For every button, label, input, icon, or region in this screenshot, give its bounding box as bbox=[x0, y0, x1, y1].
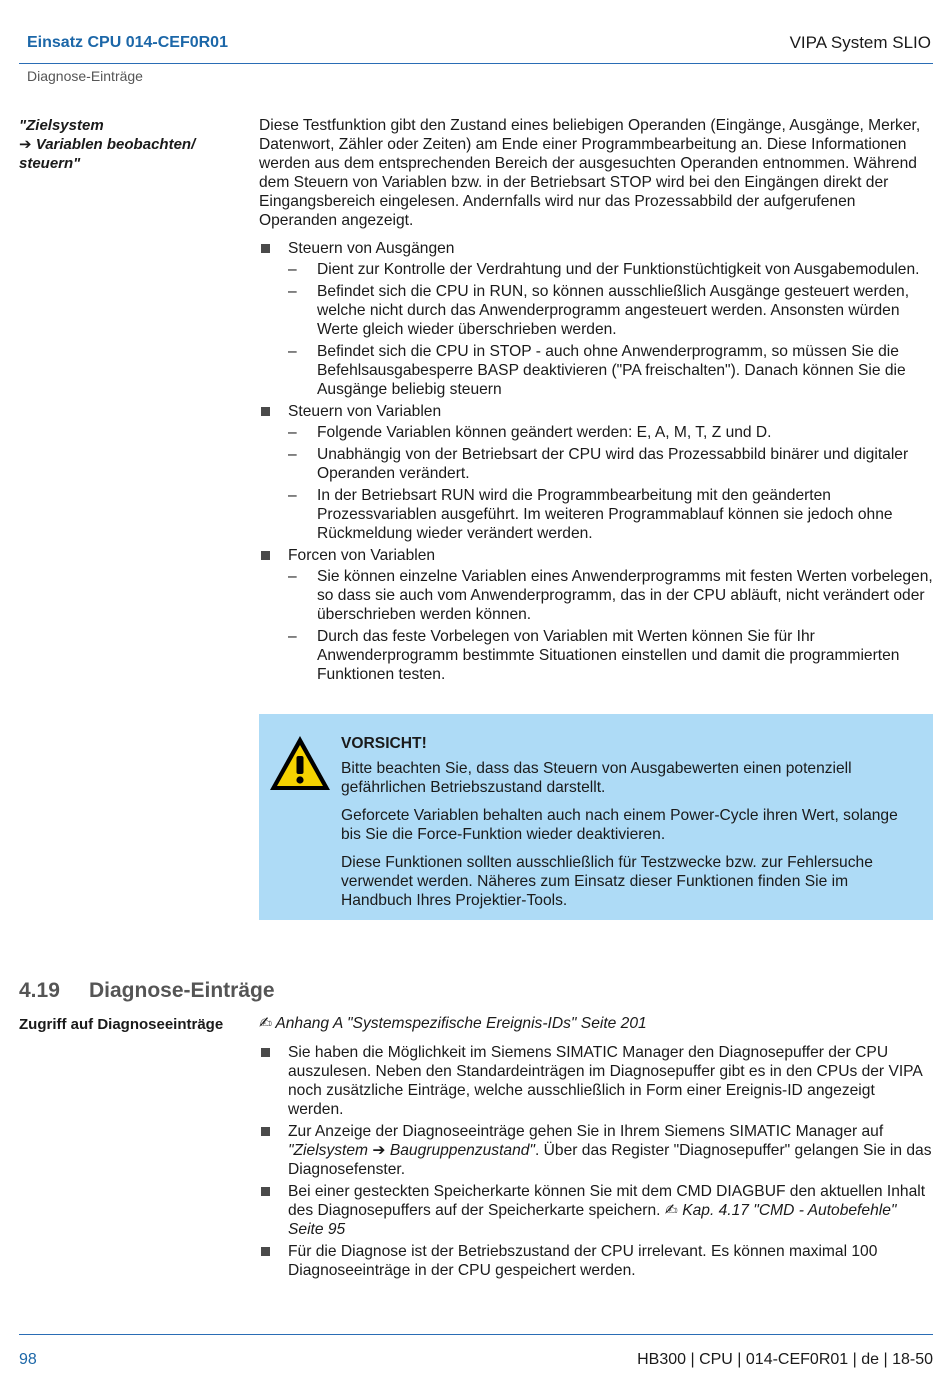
caution-paragraph: Diese Funktionen sollten ausschließlich für Testzwecke bzw. zur Fehlersuche verwendet werden. Näheres zum Einsatz dieser Funktionen finden Sie im Handbuch Ihres Projektier-Tools. bbox=[341, 854, 873, 909]
list-item-label: Forcen von Variablen bbox=[288, 547, 436, 564]
reference-line bbox=[259, 1014, 933, 1033]
section-heading bbox=[19, 979, 275, 1003]
sub-list-item bbox=[288, 260, 933, 279]
menu-path-text: "Zielsystem bbox=[288, 1142, 369, 1159]
sub-list-text: Folgende Variablen können geändert werden: E, A, M, T, Z und D. bbox=[317, 424, 772, 441]
square-bullet-icon bbox=[261, 551, 270, 560]
list-item bbox=[259, 1242, 933, 1280]
list-item bbox=[259, 1122, 933, 1179]
dash-bullet-icon: – bbox=[288, 628, 297, 645]
list-item-text: Sie haben die Möglichkeit im Siemens SIMATIC Manager den Diagnosepuffer der CPU auszulesen. Neben den Standardeinträgen im Diagnosepuffer gibt es in den CPUs der VIPA noch zusätzliche Einträge, welche ausschließlich in Form einer Ereignis-ID angezeigt werden. bbox=[288, 1044, 922, 1118]
dash-bullet-icon: – bbox=[288, 568, 297, 585]
sub-list-text: Durch das feste Vorbelegen von Variablen mit Werten können Sie für Ihr Anwenderprogramm bestimmte Situationen einstellen und damit die programmierten Funktionen testen. bbox=[317, 628, 900, 683]
list-item-label: Steuern von Ausgängen bbox=[288, 240, 455, 257]
sub-list bbox=[288, 423, 933, 543]
list-item bbox=[259, 1182, 933, 1239]
dash-bullet-icon: – bbox=[288, 487, 297, 504]
diagnose-content bbox=[259, 1014, 933, 1283]
list-item-text: Bei einer gesteckten Speicherkarte können Sie mit dem CMD DIAGBUF den aktuellen Inhalt des Diagnosepuffers auf der Speicherkarte speichern. bbox=[288, 1183, 926, 1219]
header-product-name: VIPA System SLIO bbox=[789, 33, 931, 52]
bullet-list bbox=[259, 1043, 933, 1280]
sub-list-text: Dient zur Kontrolle der Verdrahtung und der Funktionstüchtigkeit von Ausgabemodulen. bbox=[317, 261, 920, 278]
sub-list bbox=[288, 260, 933, 399]
square-bullet-icon bbox=[261, 1048, 270, 1057]
sub-list-item bbox=[288, 445, 933, 483]
list-item bbox=[259, 239, 933, 399]
footer-divider bbox=[19, 1334, 933, 1335]
sub-list-text: Sie können einzelne Variablen eines Anwenderprogramms mit festen Werten vorbelegen, so dass sie auch vom Anwenderprogramm, das in der CPU abläuft, nicht verändert oder überschrieben werden können. bbox=[317, 568, 933, 623]
warning-triangle-icon bbox=[268, 734, 332, 792]
menu-path-text: Baugruppenzustand" bbox=[389, 1142, 535, 1159]
side-heading-line: Variablen beobachten/ bbox=[35, 136, 196, 153]
list-item-text: Für die Diagnose ist der Betriebszustand der CPU irrelevant. Es können maximal 100 Diagnoseeinträge in der CPU gespeichert werden. bbox=[288, 1243, 878, 1279]
header-divider bbox=[19, 63, 933, 64]
sub-list-item bbox=[288, 423, 933, 442]
sub-list bbox=[288, 567, 933, 684]
dash-bullet-icon: – bbox=[288, 261, 297, 278]
sub-list-item bbox=[288, 627, 933, 684]
sub-list-text: Unabhängig von der Betriebsart der CPU wird das Prozessabbild binärer und digitaler Operanden verändert. bbox=[317, 446, 909, 482]
caution-paragraph: Bitte beachten Sie, dass das Steuern von Ausgabewerten einen potenziell gefährlichen Betriebszustand darstellt. bbox=[341, 760, 852, 796]
header-chapter-title: Einsatz CPU 014-CEF0R01 bbox=[27, 34, 228, 51]
square-bullet-icon bbox=[261, 1187, 270, 1196]
square-bullet-icon bbox=[261, 1127, 270, 1136]
caution-box bbox=[259, 714, 933, 920]
intro-paragraph: Diese Testfunktion gibt den Zustand eines beliebigen Operanden (Eingänge, Ausgänge, Merker, Datenwort, Zähler oder Zeiten) am Ende einer Programmbearbeitung an. Diese Informationen werden aus dem entsprechenden Bereich der ausgesuchten Operanden entnommen. Während dem Steuern von Variablen bzw. in der Betriebsart STOP wird bei den Eingängen direkt der Eingangsbereich eingelesen. Andernfalls wird nur das Prozessabbild der aufgerufenen Operanden angezeigt. bbox=[259, 117, 921, 229]
sub-list-text: Befindet sich die CPU in RUN, so können ausschließlich Ausgänge gesteuert werden, welche nicht durch das Anwenderprogramm angesteuert werden. Ansonsten würden Werte gleich wieder überschrieben werden. bbox=[317, 283, 910, 338]
document-id: HB300 | CPU | 014-CEF0R01 | de | 18-50 bbox=[637, 1351, 933, 1368]
list-item-text: Zur Anzeige der Diagnoseeinträge gehen Sie in Ihrem Siemens SIMATIC Manager auf bbox=[288, 1123, 884, 1140]
square-bullet-icon bbox=[261, 407, 270, 416]
reference-link[interactable]: Anhang A "Systemspezifische Ereignis-IDs" Seite 201 bbox=[275, 1015, 647, 1032]
dash-bullet-icon: – bbox=[288, 343, 297, 360]
variablen-content bbox=[259, 116, 933, 687]
sub-list-item bbox=[288, 567, 933, 624]
square-bullet-icon bbox=[261, 1247, 270, 1256]
caution-paragraph: Geforcete Variablen behalten auch nach einem Power-Cycle ihren Wert, solange bis Sie die Force-Funktion wieder deaktivieren. bbox=[341, 807, 898, 843]
sub-list-text: Befindet sich die CPU in STOP - auch ohne Anwenderprogramm, so müssen Sie die Befehlsausgabesperre BASP deaktivieren ("PA freischalten"). Danach können Sie die Ausgänge beliebig steuern bbox=[317, 343, 906, 398]
side-heading-diagnose: Zugriff auf Diagnoseeinträge bbox=[19, 1016, 224, 1033]
bullet-list bbox=[259, 239, 933, 684]
page-number: 98 bbox=[19, 1351, 37, 1368]
side-heading-line: "Zielsystem bbox=[19, 117, 104, 134]
list-item bbox=[259, 402, 933, 543]
arrow-right-icon: ➔ bbox=[19, 136, 32, 153]
sub-list-text: In der Betriebsart RUN wird die Programmbearbeitung mit den geänderten Prozessvariablen ausgeführt. Im weiteren Programmablauf können sie jedoch ohne Rückmeldung wieder verändert werden. bbox=[317, 487, 893, 542]
section-title: Diagnose-Einträge bbox=[89, 979, 275, 1002]
side-heading-line: steuern" bbox=[19, 155, 81, 172]
caution-text bbox=[341, 734, 901, 919]
sub-list-item bbox=[288, 342, 933, 399]
sub-list-item bbox=[288, 486, 933, 543]
reference-hand-icon: ✍ bbox=[664, 1202, 678, 1219]
list-item bbox=[259, 546, 933, 684]
reference-hand-icon: ✍ bbox=[259, 1015, 273, 1032]
list-item-label: Steuern von Variablen bbox=[288, 403, 442, 420]
side-heading-variablen bbox=[19, 116, 234, 173]
square-bullet-icon bbox=[261, 244, 270, 253]
sub-list-item bbox=[288, 282, 933, 339]
dash-bullet-icon: – bbox=[288, 446, 297, 463]
caution-title: VORSICHT! bbox=[341, 735, 427, 752]
header-section-name: Diagnose-Einträge bbox=[27, 68, 143, 84]
list-item bbox=[259, 1043, 933, 1119]
reference-link[interactable]: Kap. 4.17 "CMD - Autobefehle" Seite 95 bbox=[288, 1202, 897, 1238]
list-item-text: . Über das Register "Diagnosepuffer" gelangen Sie in das Diagnosefenster. bbox=[288, 1142, 932, 1178]
arrow-right-icon: ➔ bbox=[372, 1142, 386, 1159]
dash-bullet-icon: – bbox=[288, 283, 297, 300]
dash-bullet-icon: – bbox=[288, 424, 297, 441]
section-number: 4.19 bbox=[19, 979, 60, 1002]
